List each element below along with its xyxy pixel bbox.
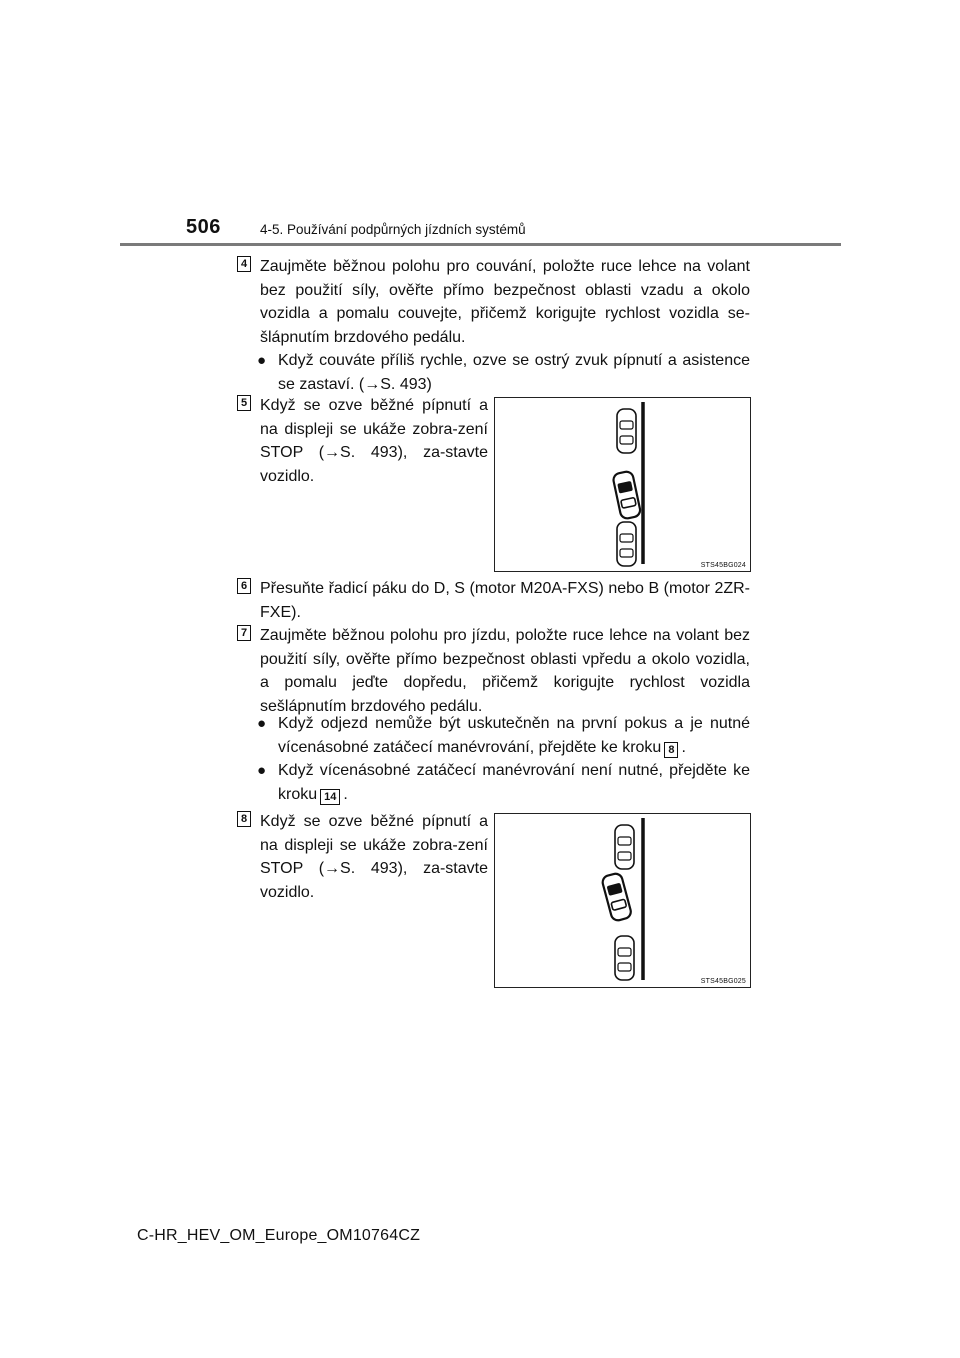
step-8-text: Když se ozve běžné pípnutí a na displeji se ukáže zobra-zení STOP (→S. 493), za-stavte vozidlo. (260, 813, 488, 901)
step-number-5: 5 (237, 395, 251, 411)
bullet-text-end: . (681, 738, 686, 756)
car-icon (617, 522, 636, 566)
step-7-text: Zaujměte běžnou polohu pro jízdu, položte ruce lehce na volant bez použití síly, ověřte přímo bezpečnost oblasti vpředu a okolo vozidla, a pomalu jeďte dopředu, přičemž korigujte rychlost vozidla sešlápnutím brzdového pedálu. (260, 627, 750, 715)
parking-diagram (495, 814, 750, 987)
arrow-icon: → (364, 375, 381, 393)
figure-code: STS45BG025 (700, 978, 746, 985)
parking-diagram (495, 398, 750, 571)
figure-code: STS45BG024 (700, 562, 746, 569)
car-icon (601, 872, 632, 922)
step-number-4: 4 (237, 256, 251, 272)
car-icon (615, 825, 634, 869)
step-4-bullet-text: Když couváte příliš rychle, ozve se ostrý zvuk pípnutí a asistence se zastaví. ( (278, 352, 750, 393)
step-number-8: 8 (237, 811, 251, 827)
reverse-park-illustration (494, 397, 751, 572)
page-ref: S. 493) (380, 375, 432, 393)
bullet-text: Když odjezd nemůže být uskutečněn na první pokus a je nutné vícenásobné zatáčecí manévrování, přejděte ke kroku (278, 715, 750, 756)
step-number-7: 7 (237, 625, 251, 641)
bullet-text-end: . (343, 785, 348, 803)
section-title: 4-5. Používání podpůrných jízdních systémů (260, 222, 526, 237)
step-6-text: Přesuňte řadicí páku do D, S (motor M20A-FXS) nebo B (motor 2ZR-FXE). (260, 580, 750, 621)
footer-code: C-HR_HEV_OM_Europe_OM10764CZ (137, 1227, 421, 1244)
bullet-icon: ● (257, 352, 267, 369)
car-icon (612, 470, 641, 519)
bullet-text: Když vícenásobné zatáčecí manévrování není nutné, přejděte ke kroku (278, 762, 750, 803)
step-4-bullet (257, 349, 750, 396)
bullet-icon: ● (257, 762, 267, 779)
step-7-bullet-1 (257, 712, 750, 759)
header-rule (120, 243, 841, 246)
step-number-6: 6 (237, 578, 251, 594)
car-icon (617, 409, 636, 453)
step-ref-box: 14 (320, 789, 340, 805)
step-4-text: Zaujměte běžnou polohu pro couvání, položte ruce lehce na volant bez použití síly, ověřte přímo bezpečnost oblasti vzadu a okolo vozidla a pomalu couvejte, přičemž korigujte rychlost vozidla se-šlápnutím brzdového pedálu. (260, 258, 750, 346)
car-icon (615, 936, 634, 980)
step-5-text: Když se ozve běžné pípnutí a na displeji se ukáže zobra-zení STOP (→S. 493), za-stavte vozidlo. (260, 397, 488, 485)
step-7-bullet-2 (257, 759, 750, 806)
bullet-icon: ● (257, 715, 267, 732)
step-ref-box: 8 (664, 742, 678, 758)
page-number: 506 (186, 216, 221, 238)
forward-exit-illustration (494, 813, 751, 988)
